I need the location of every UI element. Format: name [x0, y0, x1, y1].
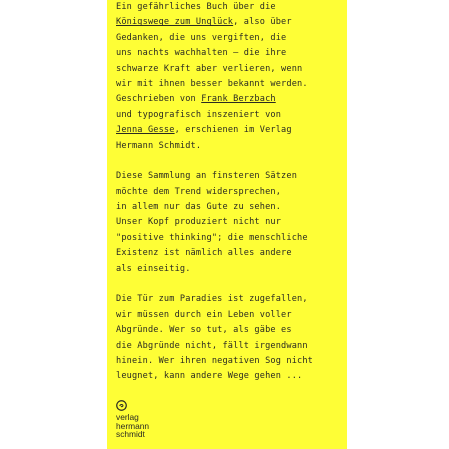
text-line: wir müssen durch ein Leben voller [116, 309, 292, 320]
text-line: uns nachts wachhalten – die ihre [116, 48, 287, 59]
publisher-logo-icon [116, 400, 127, 411]
text-line: leugnet, kann andere Wege gehen ... [116, 371, 303, 382]
text-line: Hermann Schmidt. [116, 140, 202, 151]
text-line: "positive thinking"; die menschliche [116, 232, 308, 243]
text-fragment: , erschienen im Verlag [174, 125, 292, 136]
text-fragment: Geschrieben von [116, 94, 202, 105]
text-line: Unser Kopf produziert nicht nur [116, 217, 282, 228]
text-line: Diese Sammlung an finsteren Sätzen [116, 171, 298, 182]
text-line [116, 15, 352, 30]
text-line: Ein gefährliches Buch über die [116, 2, 276, 12]
text-line: Existenz ist nämlich alles andere [116, 248, 292, 259]
text-line [116, 92, 352, 107]
text-line: wir mit ihnen besser bekannt werden. [116, 78, 308, 89]
text-line: möchte dem Trend widersprechen, [116, 186, 282, 197]
text-line: und typografisch inszeniert von [116, 109, 282, 120]
author-name: Frank Berzbach [201, 94, 276, 105]
publisher-logo [116, 400, 176, 439]
text-line: in allem nur das Gute zu sehen. [116, 202, 282, 213]
blurb-text [116, 0, 352, 385]
paragraph-2 [116, 169, 352, 277]
text-line: schwarze Kraft aber verlieren, wenn [116, 63, 303, 74]
paragraph-3 [116, 292, 352, 384]
publisher-name-line: verlag [116, 412, 139, 422]
text-line: Gedanken, die uns vergiften, die [116, 32, 287, 43]
paragraph-1 [116, 0, 352, 154]
text-line [116, 123, 352, 138]
text-line: als einseitig. [116, 263, 191, 274]
designer-name: Jenna Gesse [116, 125, 175, 136]
text-line: Abgründe. Wer so tut, als gäbe es [116, 325, 292, 336]
text-fragment: , also über [233, 17, 292, 28]
book-title-link: Königswege zum Unglück [116, 17, 234, 28]
text-line: die Abgründe nicht, fällt irgendwann [116, 340, 308, 351]
publisher-name-line: hermann [116, 420, 150, 431]
text-line: Die Tür zum Paradies ist zugefallen, [116, 294, 308, 305]
publisher-name-line: schmidt [116, 429, 145, 440]
text-line: hinein. Wer ihren negativen Sog nicht [116, 355, 313, 366]
